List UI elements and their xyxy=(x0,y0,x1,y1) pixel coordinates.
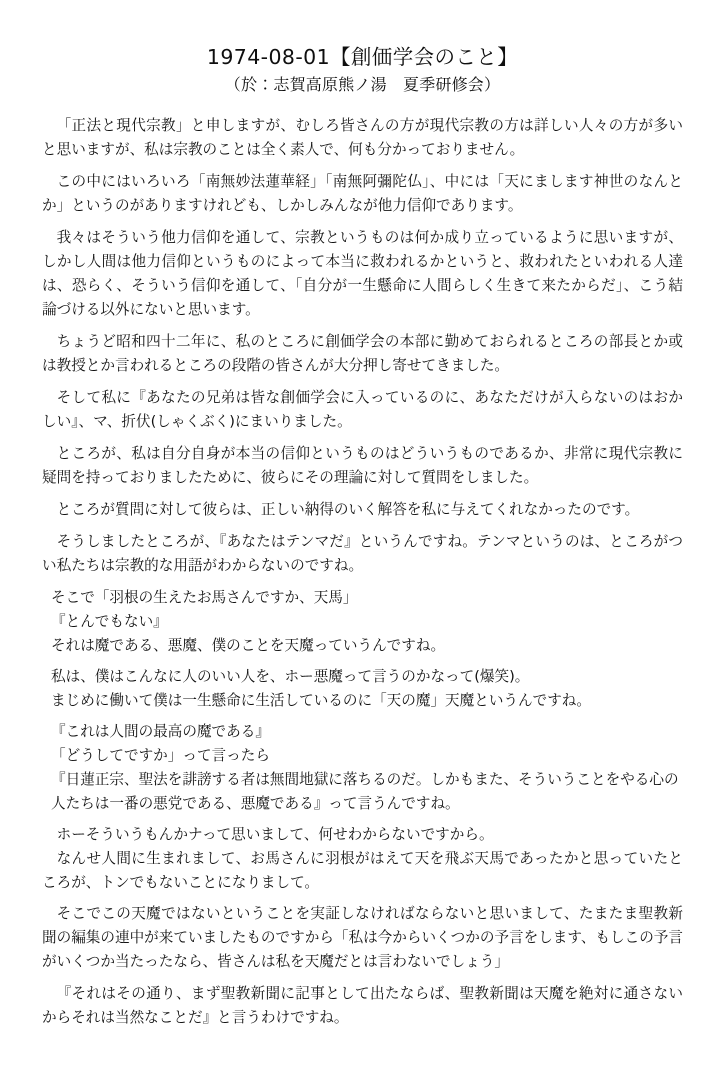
paragraph-3: 我々はそういう他力信仰を通して、宗教というものは何か成り立っているように思いますが、しかし人間は他力信仰というものによって本当に救われるかというと、救われたといわれる人達は、恐らく、そういう信仰を通して、「自分が一生懸命に人間らしく生きて来たからだ」、こう結論づける以外にないと思います。 xyxy=(42,229,683,318)
dialogue-line: 『日蓮正宗、聖法を誹謗する者は無間地獄に落ちるのだ。しかもまた、そういうことをやる心の人たちは一番の悪党である、悪魔である』って言うんですね。 xyxy=(51,771,679,812)
paragraph-9a: ホーそういうもんかナって思いまして、何せわからないですから。 xyxy=(56,826,494,843)
dialogue-line: 『とんでもない』 xyxy=(51,613,168,630)
paragraph-2: この中にはいろいろ「南無妙法蓮華経」「南無阿彌陀仏」、中には「天にまします神世のなんとか」というのがありますけれども、しかしみんなが他力信仰であります。 xyxy=(42,173,683,214)
paragraph-9b: なんせ人間に生まれまして、お馬さんに羽根がはえて天を飛ぶ天馬であったかと思っていたところが、トンでもないことになりまして。 xyxy=(42,850,683,891)
dialogue-line: 「どうしてですか」って言ったら xyxy=(51,747,270,764)
paragraph-8: そうしましたところが、『あなたはテンマだ』というんですね。テンマというのは、ところがつい私たちは宗教的な用語がわからないのですね。 xyxy=(42,533,683,574)
dialogue-block-3 xyxy=(42,720,683,816)
paragraph-10: そこでこの天魔ではないということを実証しなければならないと思いまして、たまたま聖教新聞の編集の連中が来ていましたものですから「私は今からいくつかの予言をします、もしこの予言がいくつか当たったなら、皆さんは私を天魔だとは言わないでしょう」 xyxy=(42,905,683,970)
dialogue-line: 私は、僕はこんなに人のいい人を、ホー悪魔って言うのかなって(爆笑)。 xyxy=(51,668,530,685)
paragraph-5: そして私に『あなたの兄弟は皆な創価学会に入っているのに、あなただけが入らないのはおかしい』、マ、折伏(しゃくぶく)にまいりました。 xyxy=(42,389,683,430)
dialogue-block-2 xyxy=(42,665,683,713)
page-subtitle: （於：志賀高原熊ノ湯 夏季研修会） xyxy=(224,75,501,94)
paragraph-block-9 xyxy=(42,823,683,895)
paragraph-4: ちょうど昭和四十二年に、私のところに創価学会の本部に勤めておられるところの部長とか或は教授とか言われるところの段階の皆さんが大分押し寄せてきました。 xyxy=(42,333,683,374)
dialogue-block-1 xyxy=(42,586,683,658)
paragraph-11: 『それはその通り、まず聖教新聞に記事として出たならば、聖教新聞は天魔を絶対に通さないからそれは当然なことだ』と言うわけですね。 xyxy=(42,985,683,1026)
paragraph-6: ところが、私は自分自身が本当の信仰というものはどういうものであるか、非常に現代宗教に疑問を持っておりましたために、彼らにその理論に対して質問をしました。 xyxy=(42,445,683,486)
dialogue-line: そこで「羽根の生えたお馬さんですか、天馬」 xyxy=(51,589,358,606)
document-body xyxy=(42,114,683,1030)
dialogue-line: それは魔である、悪魔、僕のことを天魔っていうんですね。 xyxy=(51,637,446,654)
dialogue-line: 『これは人間の最高の魔である』 xyxy=(51,723,270,740)
page-title: 1974-08-01【創価学会のこと】 xyxy=(206,45,519,69)
paragraph-7: ところが質問に対して彼らは、正しい納得のいく解答を私に与えてくれなかったのです。 xyxy=(56,501,640,518)
paragraph-1: 「正法と現代宗教」と申しますが、むしろ皆さんの方が現代宗教の方は詳しい人々の方が多いと思いますが、私は宗教のことは全く素人で、何も分かっておりません。 xyxy=(42,117,683,158)
document-header xyxy=(42,44,683,96)
dialogue-line: まじめに働いて僕は一生懸命に生活しているのに「天の魔」天魔というんですね。 xyxy=(51,692,591,709)
